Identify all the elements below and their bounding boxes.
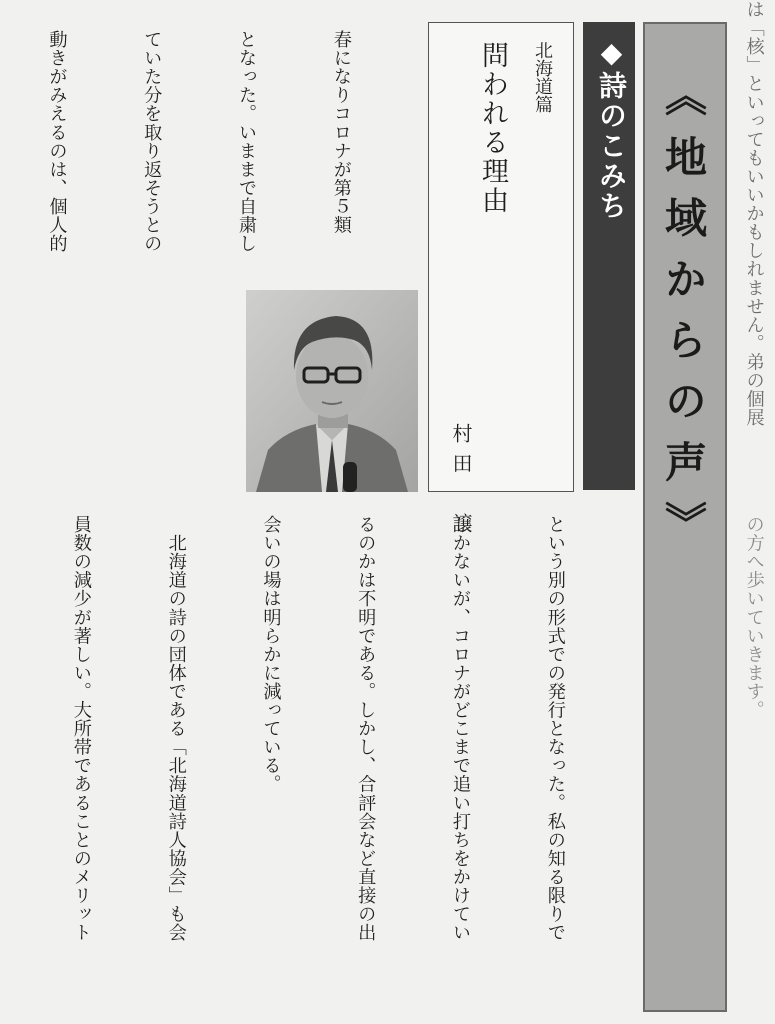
article-title: 問われる理由 — [477, 41, 508, 215]
region-label: 北海道篇 — [532, 41, 553, 113]
article-body-upper: 春になりコロナが第５類 となった。いままで自粛し ていた分を取り返そうとの 動きがみえるのは、個人的 — [46, 30, 352, 253]
article-body-lower: という別の形式での発行となった。私の知る限りで しかないが、コロナがどこまで追い打ちをかけてい るのかは不明である。しかし、合評会など直接の出 会いの場は明らかに減っている。 北海道の詩の団体である「北海道詩人協会」も会 員数の減少が著しい。大所帯であることのメリット — [70, 515, 566, 942]
article-title-box — [428, 22, 574, 543]
banner-title: 《地域からの声》 — [659, 74, 708, 562]
author-name: 村田 譲 — [449, 423, 473, 543]
section-banner — [643, 22, 727, 1012]
column-label-box — [583, 22, 635, 490]
previous-article-upper: は「核」といってもいいかもしれません。弟の個展 — [743, 0, 765, 427]
column-label: ◆詩のこみち — [595, 36, 628, 221]
previous-article-lower: の方へ歩いていきます。 — [743, 515, 765, 720]
